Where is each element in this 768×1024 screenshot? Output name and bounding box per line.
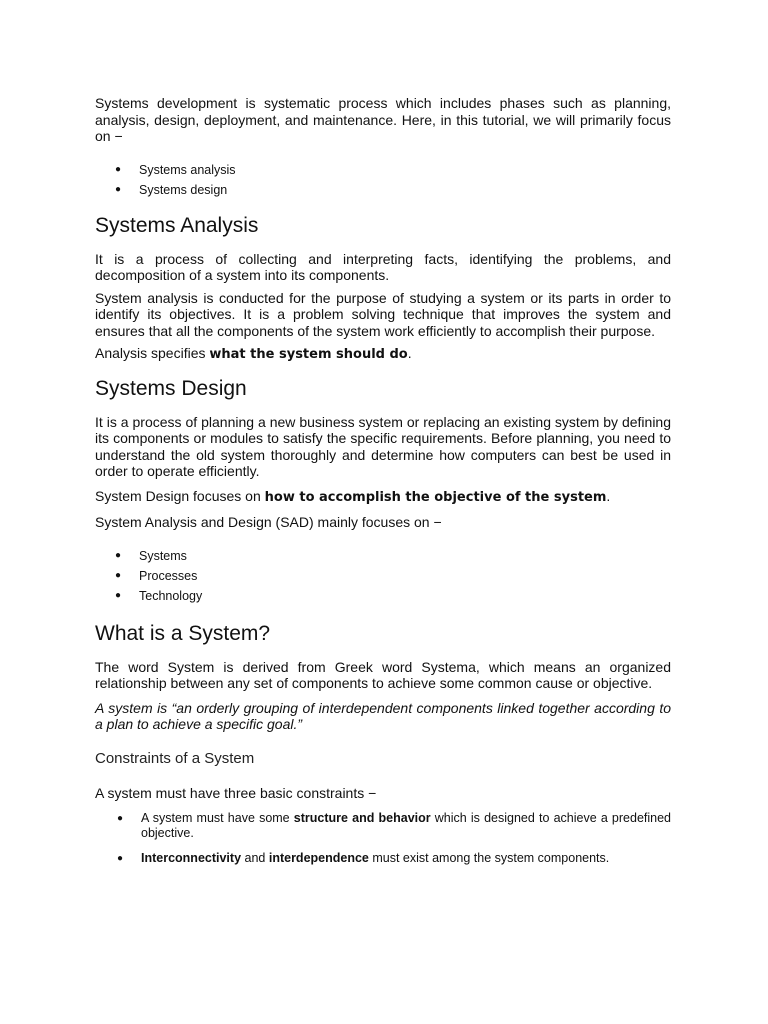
subsection-heading-constraints: Constraints of a System bbox=[95, 749, 255, 767]
analysis-paragraph-1: It is a process of collecting and interpreting facts, identifying the problems, and decomposition of a system into its components. bbox=[95, 250, 671, 283]
intro-paragraph: Systems development is systematic process which includes phases such as planning, analysis, design, deployment, and maintenance. Here, in this tutorial, we will primarily focus on − bbox=[95, 95, 671, 144]
sad-focus-list bbox=[95, 546, 671, 606]
list-item bbox=[95, 180, 671, 200]
analysis-specifies-bold: what the system should do bbox=[209, 347, 408, 362]
section-heading-what-is-a-system: What is a System? bbox=[95, 621, 271, 645]
design-paragraph-1: It is a process of planning a new business system or replacing an existing system by defining its components or modules to satisfy the specific requirements. Before planning, you need to understand the old system thoroughly and determine how computers can best be used in order to operate efficiently. bbox=[95, 413, 671, 479]
analysis-paragraph-2: System analysis is conducted for the purpose of studying a system or its parts in order to identify its objectives. It is a problem solving technique that improves the system and ensures that all the components of the system work efficiently to accomplish their purpose. bbox=[95, 289, 671, 339]
document-content bbox=[95, 95, 671, 866]
constraint-2-bold-1: Interconnectivity bbox=[141, 851, 242, 865]
bullet-icon: ● bbox=[115, 183, 122, 195]
constraint-1-suffix: which is designed to achieve a predefined objective. bbox=[141, 811, 672, 840]
intro-focus-list bbox=[95, 160, 671, 200]
list-item-label: Systems design bbox=[139, 182, 228, 197]
section-heading-systems-design: Systems Design bbox=[95, 376, 247, 400]
analysis-specifies-suffix: . bbox=[407, 345, 412, 361]
design-focuses-suffix: . bbox=[606, 487, 611, 504]
design-paragraph-3: System Analysis and Design (SAD) mainly focuses on − bbox=[95, 514, 442, 530]
list-item bbox=[95, 851, 671, 866]
analysis-specifies-prefix: Analysis specifies bbox=[95, 345, 210, 361]
bullet-icon: ● bbox=[115, 549, 122, 561]
system-definition-quote: A system is “an orderly grouping of interdependent components linked together according to a plan to achieve a specific goal.” bbox=[95, 699, 671, 732]
constraint-2-bold-2: interdependence bbox=[268, 851, 369, 865]
section-heading-systems-analysis: Systems Analysis bbox=[95, 213, 259, 237]
list-item bbox=[95, 546, 671, 566]
design-focuses-bold: how to accomplish the objective of the system bbox=[264, 489, 607, 505]
constraints-list bbox=[95, 811, 671, 866]
bullet-icon: ● bbox=[115, 589, 122, 601]
list-item-label: Processes bbox=[139, 568, 198, 583]
list-item bbox=[95, 811, 671, 841]
list-item-label: Systems bbox=[139, 548, 187, 563]
list-item bbox=[95, 586, 671, 606]
constraints-intro: A system must have three basic constraints − bbox=[95, 784, 377, 801]
bullet-icon: ● bbox=[117, 813, 124, 824]
constraint-2-suffix: must exist among the system components. bbox=[368, 851, 610, 865]
bullet-icon: ● bbox=[115, 163, 122, 175]
constraint-1-prefix: A system must have some bbox=[141, 811, 294, 825]
constraint-1-bold: structure and behavior bbox=[293, 811, 431, 825]
system-paragraph-1: The word System is derived from Greek word Systema, which means an organized relationship between any set of components to achieve some common cause or objective. bbox=[95, 658, 671, 691]
bullet-icon: ● bbox=[117, 853, 124, 864]
design-paragraph-2 bbox=[95, 488, 671, 507]
constraint-2-mid: and bbox=[241, 851, 269, 865]
design-focuses-prefix: System Design focuses on bbox=[95, 487, 265, 504]
list-item-label: Technology bbox=[139, 588, 203, 603]
list-item bbox=[95, 566, 671, 586]
analysis-paragraph-3 bbox=[95, 345, 671, 364]
list-item bbox=[95, 160, 671, 180]
list-item-label: Systems analysis bbox=[139, 162, 236, 177]
bullet-icon: ● bbox=[115, 569, 122, 581]
